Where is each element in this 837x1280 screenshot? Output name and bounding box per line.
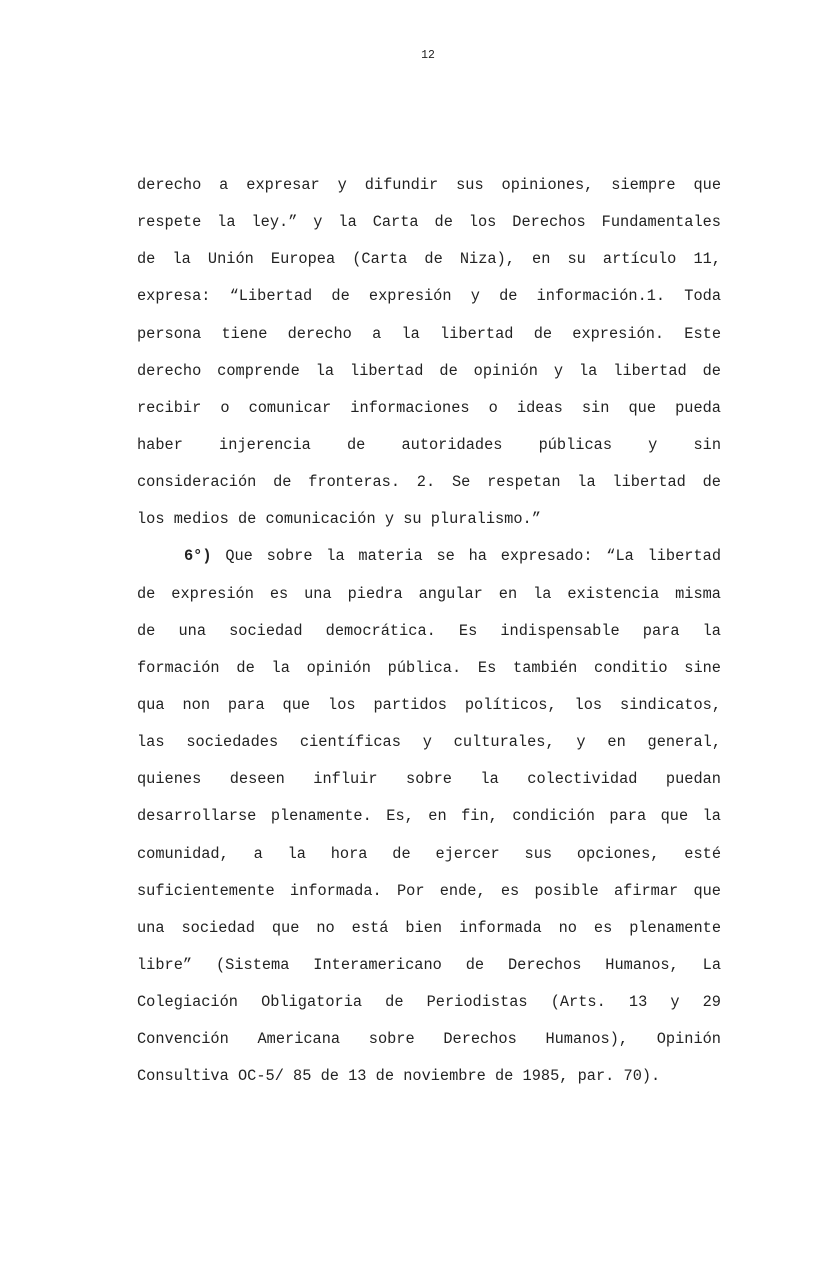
text-line: Colegiación Obligatoria de Periodistas (Arts. 13 y 29 (137, 993, 721, 1012)
paragraph-2 (137, 538, 721, 1095)
text-line: qua non para que los partidos políticos, los sindicatos, (137, 695, 721, 714)
text-line: expresa: “Libertad de expresión y de información.1. Toda (137, 287, 721, 306)
text-line: las sociedades científicas y culturales, y en general, (137, 733, 721, 752)
text-line: los medios de comunicación y su pluralismo.” (137, 510, 541, 529)
section-number: 6°) (184, 547, 212, 566)
text-line: suficientemente informada. Por ende, es posible afirmar que (137, 881, 721, 900)
text-line: derecho comprende la libertad de opinión y la libertad de (137, 361, 721, 380)
text-line: formación de la opinión pública. Es también conditio sine (137, 658, 721, 677)
text-line: una sociedad que no está bien informada no es plenamente (137, 918, 721, 937)
document-body (137, 167, 721, 1096)
text-line: Consultiva OC-5/ 85 de 13 de noviembre de 1985, par. 70). (137, 1067, 661, 1086)
text-line (137, 538, 721, 575)
text-line: libre” (Sistema Interamericano de Derechos Humanos, La (137, 955, 721, 974)
text-line: respete la ley.” y la Carta de los Derechos Fundamentales (137, 213, 721, 232)
paragraph-1 (137, 167, 721, 538)
text-line: consideración de fronteras. 2. Se respetan la libertad de (137, 473, 721, 492)
text-line: Convención Americana sobre Derechos Humanos), Opinión (137, 1030, 721, 1049)
text-line: recibir o comunicar informaciones o ideas sin que pueda (137, 398, 721, 417)
page-number: 12 (421, 49, 435, 62)
text-line: persona tiene derecho a la libertad de expresión. Este (137, 324, 721, 343)
text-line: de expresión es una piedra angular en la existencia misma (137, 584, 721, 603)
text-line: de la Unión Europea (Carta de Niza), en su artículo 11, (137, 250, 721, 269)
text-line: derecho a expresar y difundir sus opiniones, siempre que (137, 176, 721, 194)
text-line: desarrollarse plenamente. Es, en fin, condición para que la (137, 807, 721, 826)
text-line: comunidad, a la hora de ejercer sus opciones, esté (137, 844, 721, 863)
text-line: haber injerencia de autoridades públicas y sin (137, 435, 721, 454)
text-line: quienes deseen influir sobre la colectividad puedan (137, 770, 721, 789)
text-span: Que sobre la materia se ha expresado: “La libertad (225, 547, 722, 566)
text-line: de una sociedad democrática. Es indispensable para la (137, 621, 721, 640)
